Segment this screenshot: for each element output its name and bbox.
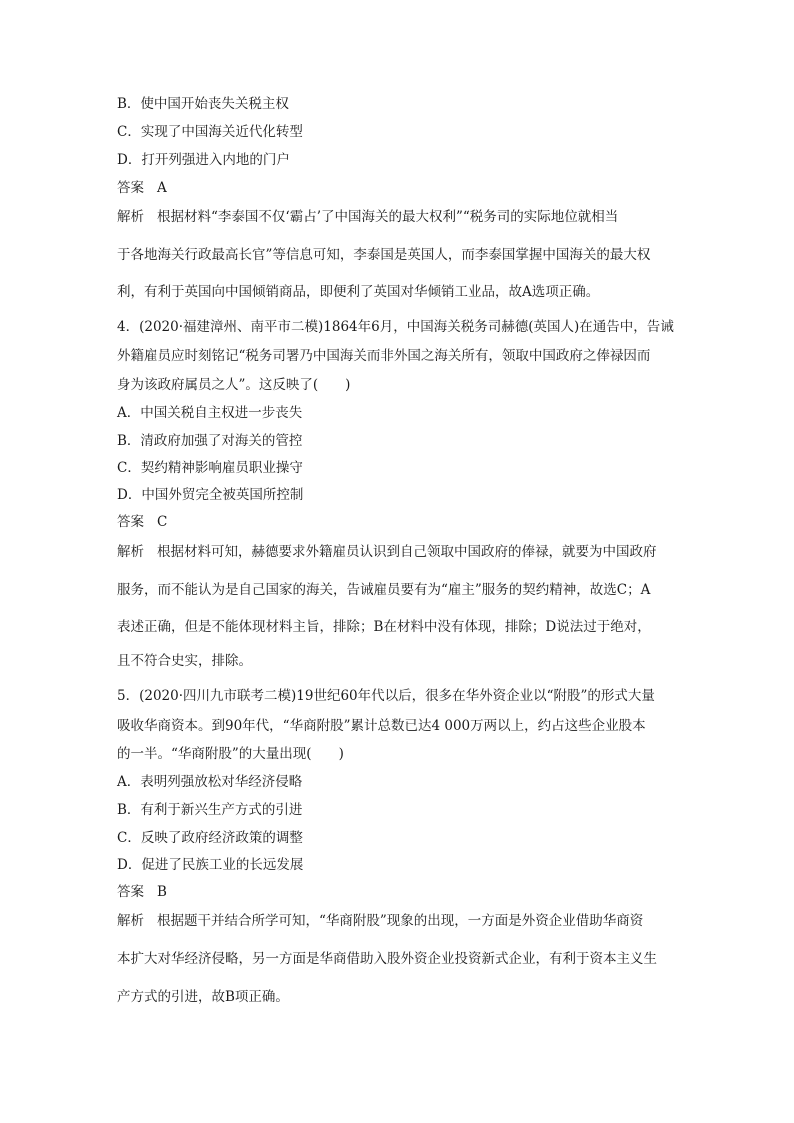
q5-option-a: A．表明列强放松对华经济侵略 bbox=[117, 774, 303, 790]
q4-stem-line-1: 4．(2020·福建漳州、南平市二模)1864年6月，中国海关税务司赫德(英国人)在通告中，告诫 bbox=[117, 319, 674, 335]
answer-value: C bbox=[157, 514, 168, 530]
prev-answer bbox=[117, 179, 167, 197]
q4-analysis-line-3: 表述正确，但是不能体现材料主旨，排除；B在材料中没有体现，排除；D说法过于绝对， bbox=[117, 619, 651, 635]
q4-option-a: A．中国关税自主权进一步丧失 bbox=[117, 405, 303, 421]
q4-option-b: B．清政府加强了对海关的管控 bbox=[117, 433, 303, 449]
q5-stem-line-3: 的一半。“华商附股”的大量出现( ) bbox=[117, 746, 344, 762]
answer-value: A bbox=[157, 180, 167, 196]
q5-option-b: B．有利于新兴生产方式的引进 bbox=[117, 802, 303, 818]
q4-option-d: D．中国外贸完全被英国所控制 bbox=[117, 487, 304, 503]
q5-analysis-line-3: 产方式的引进，故B项正确。 bbox=[117, 989, 289, 1005]
q5-answer bbox=[117, 883, 167, 901]
analysis-label: 解析 bbox=[117, 913, 144, 929]
q4-stem-line-2: 外籍雇员应时刻铭记“税务司署乃中国海关而非外国之海关所有，领取中国政府之俸禄因而 bbox=[117, 348, 651, 364]
q5-stem-line-2: 吸收华商资本。到90年代，“华商附股”累计总数已达4 000万两以上，约占这些企业股本 bbox=[117, 718, 646, 734]
prev-analysis-line-3: 利，有利于英国向中国倾销商品，即便利了英国对华倾销工业品，故A选项正确。 bbox=[117, 284, 600, 300]
q4-answer bbox=[117, 513, 167, 531]
prev-analysis-line-1: 解析 根据材料“李泰国不仅‘霸占’了中国海关的最大权利”“税务司的实际地位就相当 bbox=[117, 209, 619, 225]
analysis-label: 解析 bbox=[117, 209, 144, 225]
answer-label: 答案 bbox=[117, 884, 144, 900]
prev-option-d: D．打开列强进入内地的门户 bbox=[117, 152, 290, 168]
q4-option-c: C．契约精神影响雇员职业操守 bbox=[117, 460, 303, 476]
q5-stem-line-1: 5．(2020·四川九市联考二模)19世纪60年代以后，很多在华外资企业以“附股”的形式大量 bbox=[117, 688, 655, 704]
q4-analysis-line-1: 解析 根据材料可知，赫德要求外籍雇员认识到自己领取中国政府的俸禄，就要为中国政府 bbox=[117, 544, 657, 560]
prev-option-b: B．使中国开始丧失关税主权 bbox=[117, 96, 289, 112]
q5-analysis-line-2: 本扩大对华经济侵略，另一方面是华商借助入股外资企业投资新式企业，有利于资本主义生 bbox=[117, 951, 657, 967]
prev-option-c: C．实现了中国海关近代化转型 bbox=[117, 124, 303, 140]
q4-analysis-line-4: 且不符合史实，排除。 bbox=[117, 653, 252, 669]
q5-option-d: D．促进了民族工业的长远发展 bbox=[117, 857, 304, 873]
q4-analysis-line-2: 服务，而不能认为是自己国家的海关，告诫雇员要有为“雇主”服务的契约精神，故选C；A bbox=[117, 582, 651, 598]
q5-option-c: C．反映了政府经济政策的调整 bbox=[117, 830, 303, 846]
analysis-label: 解析 bbox=[117, 544, 144, 560]
q5-analysis-line-1: 解析 根据题干并结合所学可知，“华商附股”现象的出现，一方面是外资企业借助华商资 bbox=[117, 913, 644, 929]
answer-label: 答案 bbox=[117, 514, 144, 530]
answer-label: 答案 bbox=[117, 180, 144, 196]
q4-stem-line-3: 身为该政府属员之人”。这反映了( ) bbox=[117, 377, 351, 393]
answer-value: B bbox=[157, 884, 167, 900]
prev-analysis-line-2: 于各地海关行政最高长官”等信息可知，李泰国是英国人，而李泰国掌握中国海关的最大权 bbox=[117, 247, 651, 263]
